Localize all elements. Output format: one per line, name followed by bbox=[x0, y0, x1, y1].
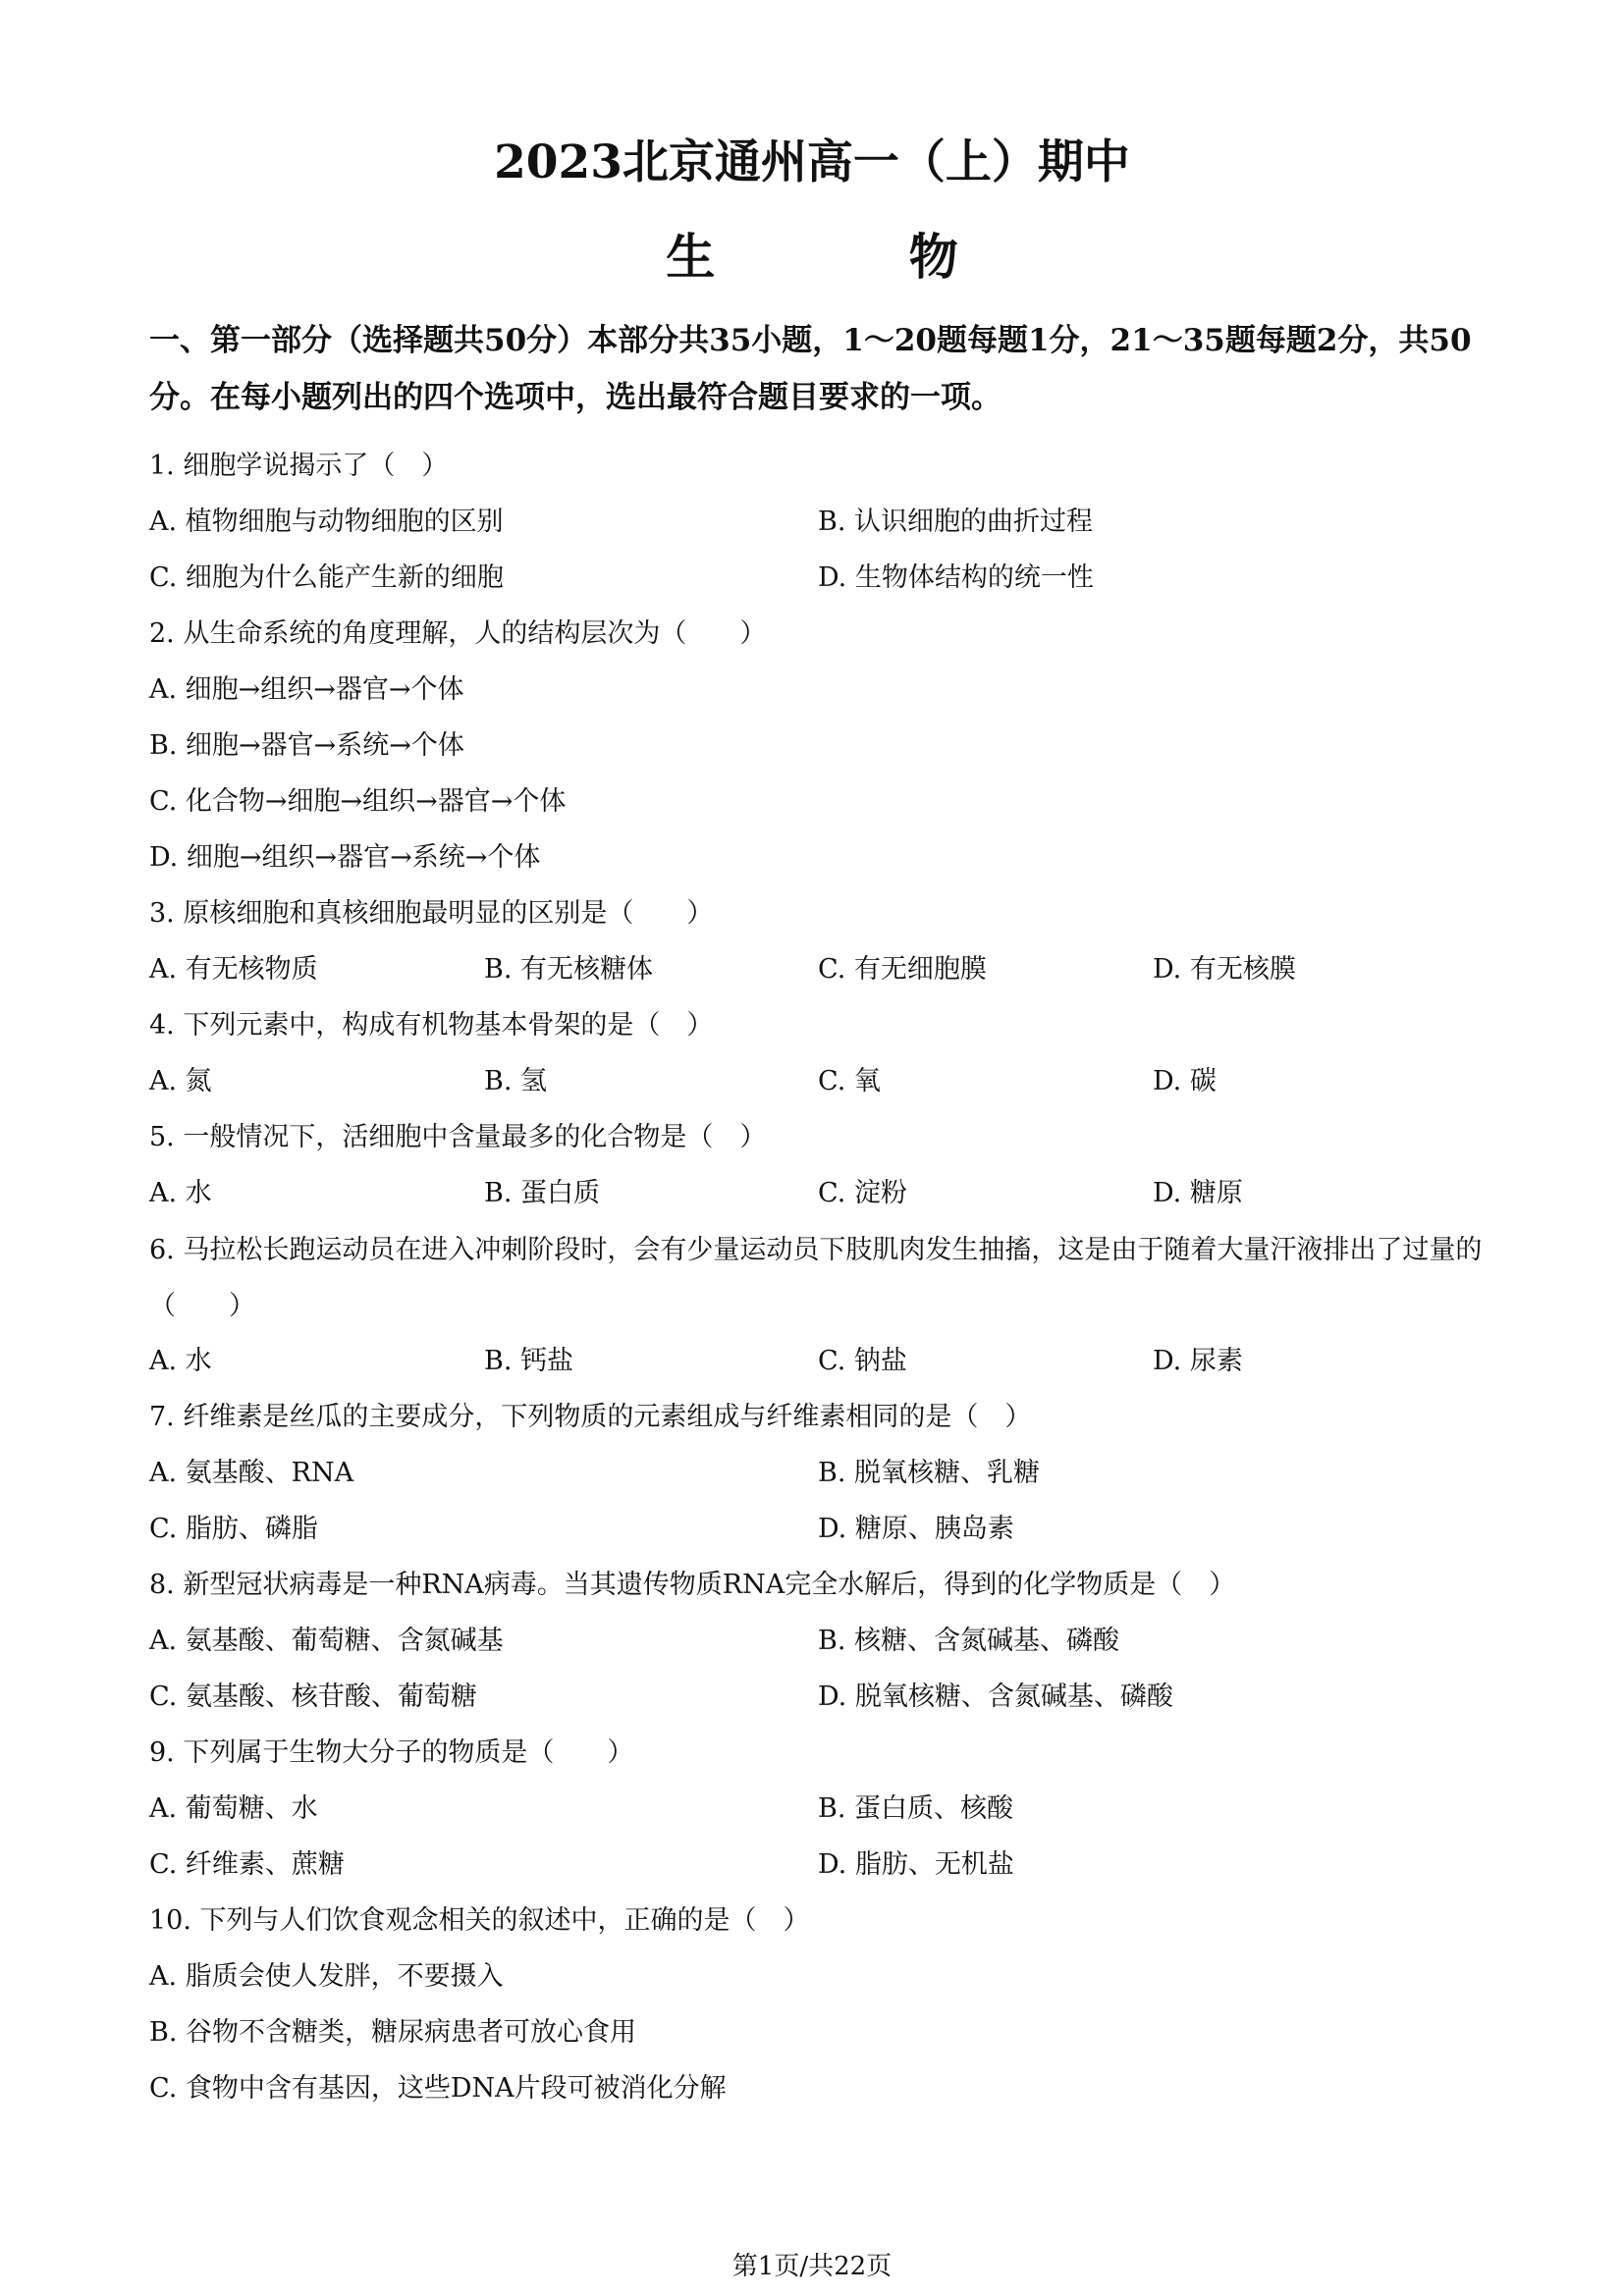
option: D. 碳 bbox=[1153, 1066, 1217, 1096]
question-stem: 4. 下列元素中，构成有机物基本骨架的是（ ） bbox=[149, 1010, 714, 1041]
option: B. 脱氧核糖、乳糖 bbox=[818, 1458, 1041, 1488]
option: C. 淀粉 bbox=[818, 1178, 907, 1208]
option: C. 脂肪、磷脂 bbox=[149, 1514, 318, 1544]
option: C. 钠盐 bbox=[818, 1346, 907, 1376]
question-stem: 9. 下列属于生物大分子的物质是（ ） bbox=[149, 1737, 634, 1768]
option: C. 纤维素、蔗糖 bbox=[149, 1849, 345, 1880]
section-instructions: 一、第一部分（选择题共50分）本部分共35小题，1～20题每题1分，21～35题每题2分，共50分。在每小题列出的四个选项中，选出最符合题目要求的一项。 bbox=[149, 323, 1472, 415]
option: D. 脱氧核糖、含氮碱基、磷酸 bbox=[818, 1682, 1173, 1712]
option: B. 钙盐 bbox=[484, 1346, 574, 1376]
option: D. 脂肪、无机盐 bbox=[818, 1849, 1014, 1880]
option: A. 有无核物质 bbox=[149, 954, 318, 985]
option: C. 化合物→细胞→组织→器官→个体 bbox=[149, 786, 567, 817]
question-stem: 7. 纤维素是丝瓜的主要成分，下列物质的元素组成与纤维素相同的是（ ） bbox=[149, 1402, 1032, 1432]
option: A. 植物细胞与动物细胞的区别 bbox=[149, 507, 504, 537]
option: A. 氨基酸、葡萄糖、含氮碱基 bbox=[149, 1626, 504, 1656]
option: B. 蛋白质、核酸 bbox=[818, 1793, 1014, 1824]
question-stem: 5. 一般情况下，活细胞中含量最多的化合物是（ ） bbox=[149, 1122, 767, 1152]
option: A. 葡萄糖、水 bbox=[149, 1793, 318, 1824]
option: B. 氢 bbox=[484, 1066, 548, 1096]
option: C. 氧 bbox=[818, 1066, 881, 1096]
option: B. 认识细胞的曲折过程 bbox=[818, 507, 1094, 537]
option: D. 细胞→组织→器官→系统→个体 bbox=[149, 842, 541, 873]
page-number: 第1页/共22页 bbox=[731, 2252, 893, 2281]
option: B. 有无核糖体 bbox=[484, 954, 654, 985]
question-stem: 8. 新型冠状病毒是一种RNA病毒。当其遗传物质RNA完全水解后，得到的化学物质是（ ） bbox=[149, 1570, 1236, 1600]
exam-title: 2023北京通州高一（上）期中 bbox=[494, 135, 1130, 189]
option: B. 细胞→器官→系统→个体 bbox=[149, 730, 464, 761]
option: B. 蛋白质 bbox=[484, 1178, 601, 1208]
option: D. 糖原、胰岛素 bbox=[818, 1514, 1014, 1544]
option: C. 氨基酸、核苷酸、葡萄糖 bbox=[149, 1682, 477, 1712]
question-stem: 6. 马拉松长跑运动员在进入冲刺阶段时，会有少量运动员下肢肌肉发生抽搐，这是由于随着大量汗液排出了过量的（ ） bbox=[149, 1235, 1483, 1321]
option: D. 尿素 bbox=[1153, 1346, 1243, 1376]
option: B. 核糖、含氮碱基、磷酸 bbox=[818, 1626, 1120, 1656]
question-stem: 2. 从生命系统的角度理解，人的结构层次为（ ） bbox=[149, 618, 767, 649]
option: C. 细胞为什么能产生新的细胞 bbox=[149, 562, 504, 593]
option: A. 氨基酸、RNA bbox=[149, 1458, 354, 1488]
option: D. 生物体结构的统一性 bbox=[818, 562, 1094, 593]
option: A. 水 bbox=[149, 1178, 212, 1208]
option: C. 有无细胞膜 bbox=[818, 954, 987, 985]
option: D. 糖原 bbox=[1153, 1178, 1243, 1208]
option: D. 有无核膜 bbox=[1153, 954, 1296, 985]
question-stem: 1. 细胞学说揭示了（ ） bbox=[149, 451, 449, 481]
option: A. 脂质会使人发胖，不要摄入 bbox=[149, 1961, 504, 1992]
option: A. 细胞→组织→器官→个体 bbox=[149, 674, 464, 705]
subject-title: 生 物 bbox=[666, 228, 1047, 286]
option: B. 谷物不含糖类，糖尿病患者可放心食用 bbox=[149, 2017, 637, 2048]
option: A. 氮 bbox=[149, 1066, 212, 1096]
option: A. 水 bbox=[149, 1346, 212, 1376]
question-stem: 10. 下列与人们饮食观念相关的叙述中，正确的是（ ） bbox=[149, 1905, 810, 1936]
question-stem: 3. 原核细胞和真核细胞最明显的区别是（ ） bbox=[149, 898, 714, 929]
option: C. 食物中含有基因，这些DNA片段可被消化分解 bbox=[149, 2073, 727, 2104]
